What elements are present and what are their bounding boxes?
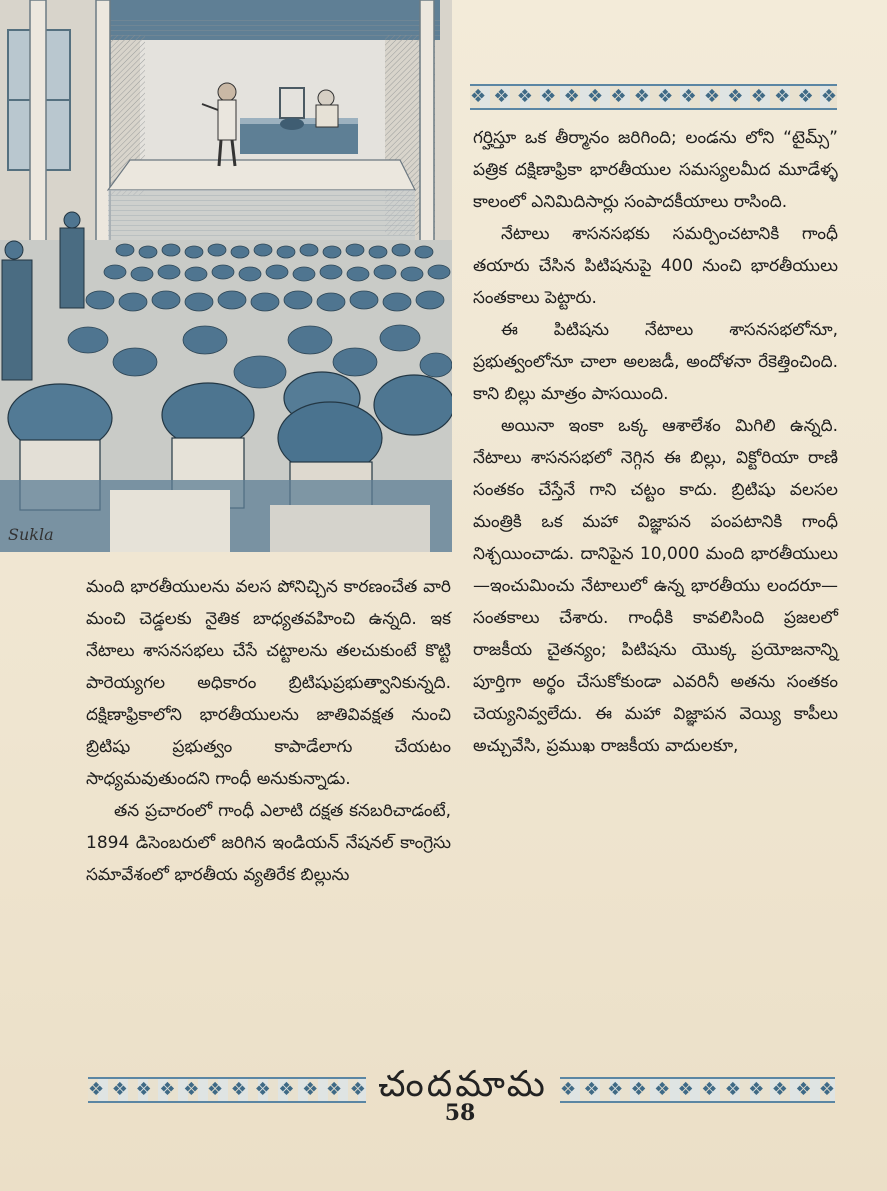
ornament-glyph: ❖ xyxy=(750,86,767,107)
ornament-glyph: ❖ xyxy=(325,1079,343,1100)
ornament-glyph: ❖ xyxy=(820,86,837,107)
ornament-glyph: ❖ xyxy=(111,1079,128,1100)
ornament-glyph: ❖ xyxy=(630,1079,647,1100)
ornament-glyph: ❖ xyxy=(748,1079,765,1100)
ornament-glyph: ❖ xyxy=(135,1079,152,1100)
ornament-glyph: ❖ xyxy=(797,86,814,107)
ornament-glyph: ❖ xyxy=(493,86,510,107)
paragraph: తన ప్రచారంలో గాంధీ ఎలాటి దక్షత కనబరిచాడంటే, 1894 డిసెంబరులో జరిగిన ఇండియన్ నేషనల్ కాంగ్రెసు సమావేశంలో భారతీయ వ్యతిరేక బిల్లును xyxy=(86,801,451,885)
paragraph: ఈ పిటిషను నేటాలు శాసనసభలోనూ, ప్రభుత్వంలోనూ చాలా అలజడీ, అందోళనా రేకెత్తించింది. కాని బిల్లు మాత్రం పాసయింది. xyxy=(473,320,838,404)
ornament-glyph: ❖ xyxy=(680,86,697,107)
ornament-glyph: ❖ xyxy=(607,1079,624,1100)
ornament-glyph: ❖ xyxy=(563,86,580,107)
ornament-glyph: ❖ xyxy=(540,86,557,107)
ornament-glyph: ❖ xyxy=(183,1079,200,1100)
footer-ornament-right xyxy=(560,1077,835,1103)
ornament-glyph: ❖ xyxy=(159,1079,176,1100)
ornament-glyph: ❖ xyxy=(470,86,487,107)
ornament-glyph: ❖ xyxy=(349,1079,366,1100)
left-text-column xyxy=(86,571,451,891)
ornament-glyph: ❖ xyxy=(654,1079,671,1100)
ornament-glyph: ❖ xyxy=(88,1079,105,1100)
ornament-glyph: ❖ xyxy=(818,1079,835,1100)
ornament-glyph: ❖ xyxy=(633,86,650,107)
ornament-glyph: ❖ xyxy=(254,1079,271,1100)
artist-signature: Sukla xyxy=(8,525,54,544)
ornament-glyph: ❖ xyxy=(278,1079,295,1100)
footer-ornament-left xyxy=(88,1077,366,1103)
ornament-glyph: ❖ xyxy=(610,86,627,107)
paragraph: గర్హిస్తూ ఒక తీర్మానం జరిగింది; లండను లోని “టైమ్స్” పత్రిక దక్షిణాఫ్రికా భారతీయుల సమస్యలమీద మూడేళ్ళ కాలంలో ఎనిమిదిసార్లు సంపాదకీయాలు రాసింది. xyxy=(473,128,838,212)
ornament-glyph: ❖ xyxy=(677,1079,694,1100)
ornament-glyph: ❖ xyxy=(771,1079,788,1100)
ornament-glyph: ❖ xyxy=(583,1079,600,1100)
ornament-glyph: ❖ xyxy=(206,1079,224,1100)
ornament-glyph: ❖ xyxy=(795,1079,812,1100)
ornament-glyph: ❖ xyxy=(586,86,604,107)
ornament-glyph: ❖ xyxy=(516,86,533,107)
top-ornament-border xyxy=(470,84,837,110)
paragraph: నేటాలు శాసనసభకు సమర్పించటానికి గాంధీ తయారు చేసిన పిటిషనుపై 400 నుంచి భారతీయులు సంతకాలు పెట్టారు. xyxy=(473,224,838,308)
ornament-glyph: ❖ xyxy=(701,1079,718,1100)
ornament-glyph: ❖ xyxy=(230,1079,247,1100)
ornament-glyph: ❖ xyxy=(703,86,721,107)
paragraph: మంది భారతీయులను వలస పోనిచ్చిన కారణంచేత వారి మంచి చెడ్డలకు నైతిక బాధ్యతవహించి ఉన్నది. ఇక నేటాలు శాసనసభలు చేసే చట్టాలను తలచుకుంటే కొట్టి పారెయ్యగల అధికారం బ్రిటిషుప్రభుత్వానికున్నది. దక్షిణాఫ్రికాలోని భారతీయులను జాతివివక్షత నుంచి బ్రిటిషు ప్రభుత్వం కాపాడేలాగు చేయటం సాధ్యమవుతుందని గాంధీ అనుకున్నాడు. xyxy=(86,577,451,789)
ornament-glyph: ❖ xyxy=(724,1079,741,1100)
paragraph: అయినా ఇంకా ఒక్క ఆశాలేశం మిగిలి ఉన్నది. నేటాలు శాసనసభలో నెగ్గిన ఈ బిల్లు, విక్టోరియా రాణి సంతకం చేస్తేనే గాని చట్టం కాదు. బ్రిటిషు వలసల మంత్రికి ఒక మహా విజ్ఞాపన పంపటానికి గాంధీ నిశ్చయించాడు. దానిపైన 10,000 మంది భారతీయులు—ఇంచుమించు నేటాలులో ఉన్న భారతీయు లందరూ—సంతకాలు చేశారు. గాంధీకి కావలిసింది ప్రజలలో రాజకీయ చైతన్యం; పిటిషను యొక్క ప్రయోజనాన్ని పూర్తిగా అర్థం చేసుకోకుండా ఎవరినీ అతను సంతకం చెయ్యనివ్వలేదు. ఈ మహా విజ్ఞాపన వెయ్యి కాపీలు అచ్చువేసి, ప్రముఖ రాజకీయ వాదులకూ, xyxy=(473,416,838,756)
ornament-glyph: ❖ xyxy=(657,86,674,107)
magazine-name: చందమామ xyxy=(378,1064,548,1105)
meeting-illustration xyxy=(0,0,452,552)
page-number: 58 xyxy=(444,1100,476,1126)
ornament-glyph: ❖ xyxy=(302,1079,319,1100)
ornament-glyph: ❖ xyxy=(727,86,744,107)
ornament-glyph: ❖ xyxy=(560,1079,577,1100)
right-text-column xyxy=(473,122,838,762)
ornament-glyph: ❖ xyxy=(774,86,791,107)
